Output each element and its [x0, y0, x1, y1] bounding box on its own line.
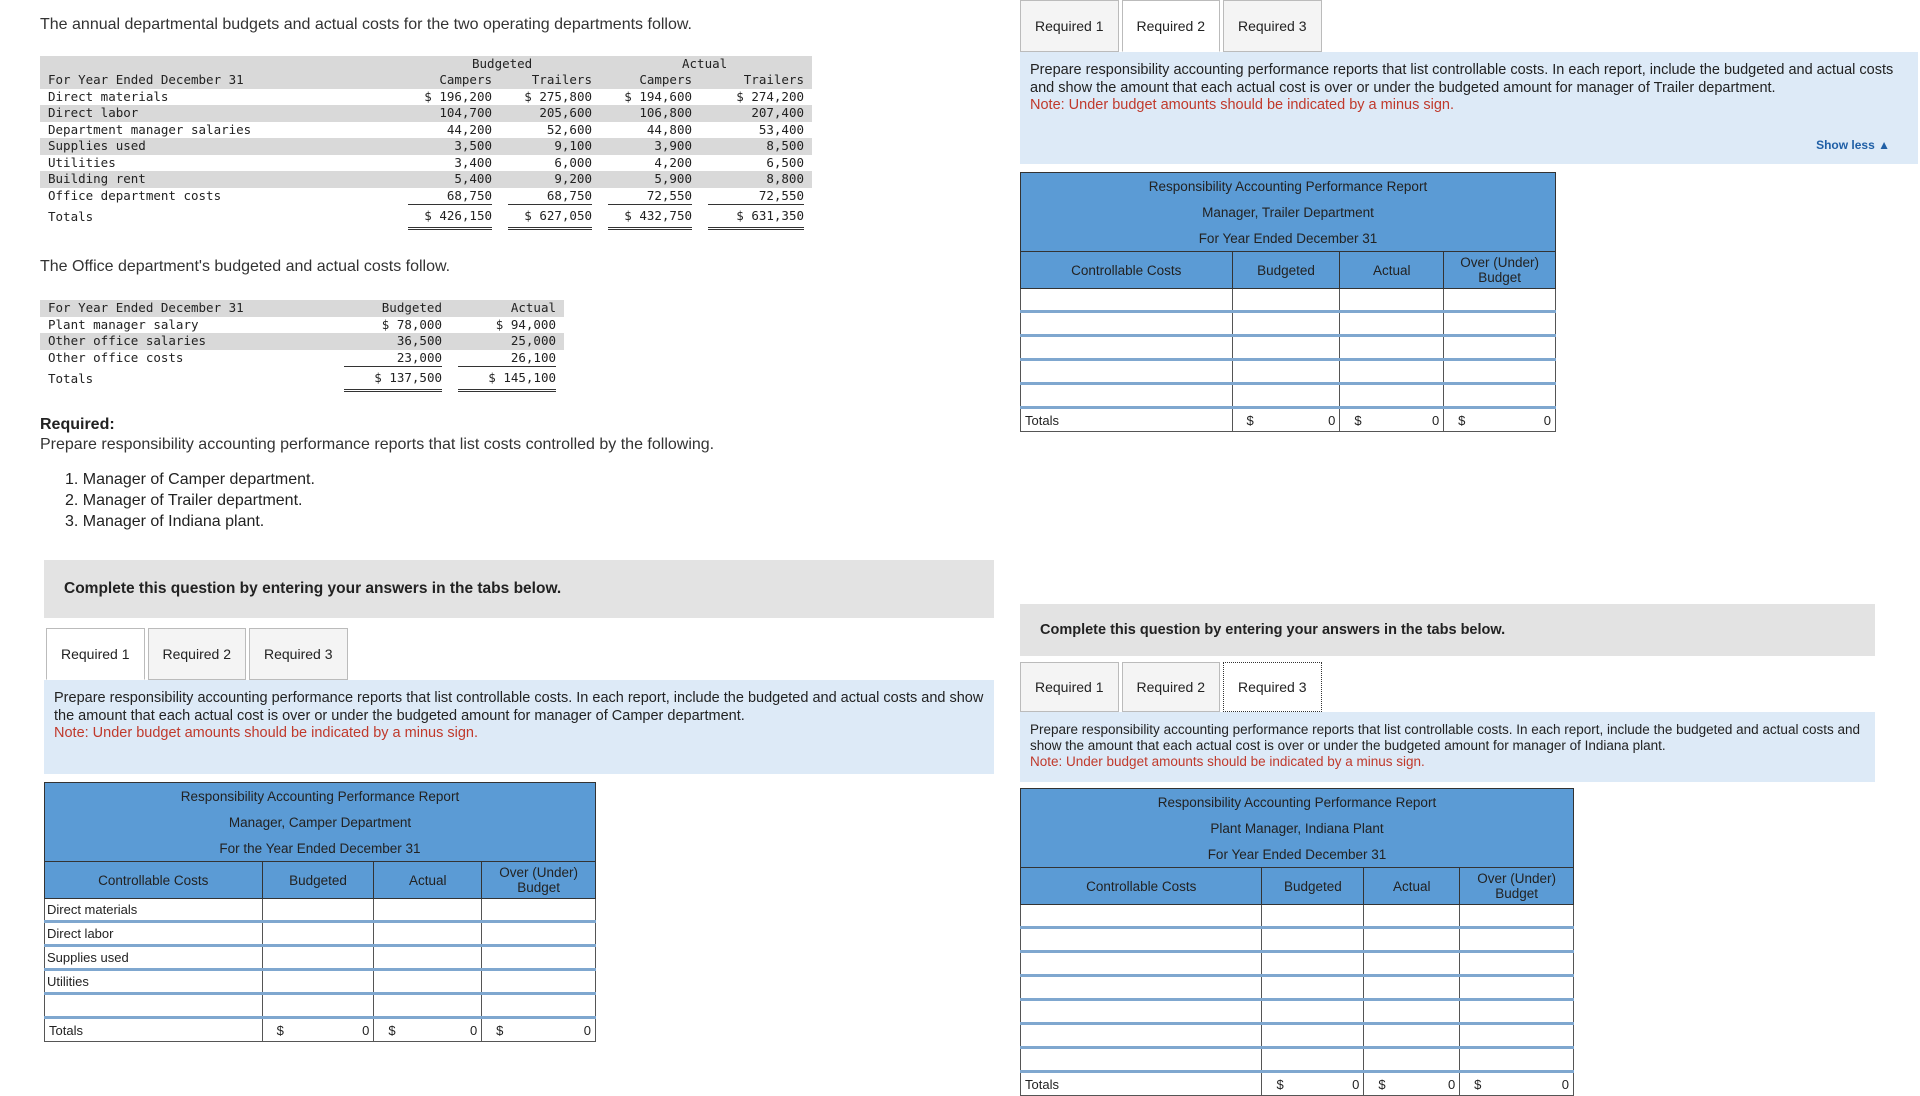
controllable-cost-input[interactable] [1021, 952, 1262, 976]
actual-input[interactable] [1364, 1000, 1460, 1024]
controllable-cost-input[interactable] [1021, 976, 1262, 1000]
actual-input[interactable] [1364, 905, 1460, 928]
actual-input[interactable] [1364, 928, 1460, 952]
report-row [45, 899, 596, 922]
complete-banner-2: Complete this question by entering your answers in the tabs below. [1020, 604, 1875, 656]
total-cell [1262, 1072, 1364, 1096]
note-text: Note: Under budget amounts should be indicated by a minus sign. [54, 725, 478, 741]
report-row [1021, 384, 1556, 408]
report-title-line: Responsibility Accounting Performance Report [45, 783, 596, 810]
budget-cell: 44,800 [646, 121, 692, 137]
report-row [1021, 1000, 1574, 1024]
report-totals-row [1021, 408, 1556, 432]
over-under-input[interactable] [1460, 1048, 1574, 1072]
budget-cell: 68,750 [546, 187, 592, 203]
budget-cell: Direct labor [40, 105, 400, 122]
report-row [1021, 289, 1556, 312]
office-total-value: $ 145,100 [458, 366, 556, 392]
report-col-header: Controllable Costs [45, 862, 263, 899]
total-cell [1460, 1072, 1574, 1096]
report-col-header: Actual [1364, 868, 1460, 905]
budget-row [40, 188, 812, 205]
over-under-input[interactable] [1444, 312, 1556, 336]
report-col-header: Over (Under) Budget [1444, 252, 1556, 289]
budget-total-value: $ 432,750 [608, 204, 692, 230]
dollar-sign: $ [276, 1023, 284, 1038]
office-cell: Other office salaries [40, 333, 336, 350]
office-row [40, 333, 564, 350]
required-item-2: 2. Manager of Trailer department. [65, 492, 303, 509]
report-row [45, 922, 596, 946]
budget-cell: 72,550 [758, 187, 804, 203]
over-under-input[interactable] [1460, 905, 1574, 928]
tab-required-3[interactable]: Required 3 [1223, 662, 1322, 712]
budget-cell: 9,100 [500, 138, 600, 155]
controllable-cost-input[interactable]: Supplies used [45, 946, 263, 970]
total-value: 0 [1352, 1077, 1360, 1092]
budgeted-input[interactable] [1232, 360, 1340, 384]
report-title-line: Responsibility Accounting Performance Report [1021, 789, 1574, 816]
total-value: 0 [1447, 1077, 1456, 1092]
report-row [45, 946, 596, 970]
tab-required-2[interactable]: Required 2 [148, 628, 247, 680]
controllable-cost-input[interactable] [1021, 1048, 1262, 1072]
instructions-panel-2 [1020, 52, 1918, 164]
report-col-header: Actual [1340, 252, 1444, 289]
total-value: 0 [1431, 413, 1440, 428]
budget-total-cell [600, 204, 700, 230]
controllable-cost-input[interactable] [1021, 336, 1233, 360]
report-title-line: Manager, Trailer Department [1021, 199, 1556, 225]
budget-row [40, 122, 812, 139]
budgeted-input[interactable] [1262, 928, 1364, 952]
office-cell: 23,000 [396, 349, 442, 365]
actual-input[interactable] [374, 994, 482, 1018]
report-row [1021, 360, 1556, 384]
office-cell: Other office costs [48, 349, 184, 365]
budgeted-input[interactable] [262, 946, 374, 970]
budget-cell: 72,550 [646, 187, 692, 203]
office-cell: 25,000 [450, 333, 564, 350]
budget-cell: 8,800 [700, 171, 812, 188]
over-under-input[interactable] [482, 899, 596, 922]
report-col-header: Actual [374, 862, 482, 899]
tab-required-2[interactable]: Required 2 [1122, 0, 1221, 52]
report-row [1021, 1048, 1574, 1072]
report-col-header: Over (Under) Budget [1460, 868, 1574, 905]
over-under-input[interactable] [1444, 384, 1556, 408]
office-row [40, 317, 564, 334]
office-cell: Plant manager salary [48, 316, 199, 332]
report-col-header: Budgeted [1232, 252, 1340, 289]
budget-row [40, 138, 812, 155]
budget-cell: 68,750 [446, 187, 492, 203]
budget-cell: Department manager salaries [48, 121, 252, 137]
total-cell [1232, 408, 1340, 432]
report-row [1021, 952, 1574, 976]
dollar-sign: $ [1246, 413, 1254, 428]
dollar-sign: $ [1458, 413, 1466, 428]
report-title-line: Responsibility Accounting Performance Report [1021, 173, 1556, 200]
budget-col-header: Trailers [700, 72, 812, 89]
required-title: Required: [40, 416, 115, 433]
performance-report-table [44, 782, 596, 1042]
budget-total-value: $ 627,050 [508, 204, 592, 230]
actual-input[interactable] [1340, 289, 1444, 312]
total-cell [1340, 408, 1444, 432]
budget-cell: 8,500 [700, 138, 812, 155]
budget-cell: Supplies used [40, 138, 400, 155]
actual-input[interactable] [1364, 952, 1460, 976]
budget-cell: 5,400 [400, 171, 500, 188]
controllable-cost-input[interactable]: Direct materials [45, 899, 263, 922]
controllable-cost-input[interactable] [1021, 928, 1262, 952]
budget-cell: $ 194,600 [624, 88, 692, 104]
show-less-link[interactable]: Show less ▲ [1816, 137, 1890, 152]
budget-cell: 205,600 [500, 105, 600, 122]
over-under-input[interactable] [1460, 1000, 1574, 1024]
performance-report-table [1020, 172, 1556, 432]
budgeted-input[interactable] [1262, 952, 1364, 976]
dollar-sign: $ [1354, 413, 1362, 428]
dollar-sign: $ [1276, 1077, 1284, 1092]
controllable-cost-input[interactable] [1021, 384, 1233, 408]
office-total-cell [40, 366, 336, 392]
office-col-header: For Year Ended December 31 [40, 300, 336, 317]
budget-cell: 3,400 [454, 154, 492, 170]
actual-input[interactable] [1340, 360, 1444, 384]
budget-cell: $ 196,200 [424, 88, 492, 104]
intro-text: The annual departmental budgets and actual costs for the two operating departments follow. [40, 16, 692, 33]
budget-total-cell [400, 204, 500, 230]
budget-cell: 4,200 [654, 154, 692, 170]
budget-total-cell [700, 204, 812, 230]
instructions-panel-1 [44, 680, 994, 774]
budget-total-cell: Totals [48, 209, 94, 224]
office-col-header: Actual [450, 300, 564, 317]
required-section [40, 416, 714, 532]
report-row [1021, 905, 1574, 928]
required-item-1: 1. Manager of Camper department. [65, 471, 315, 488]
budgeted-input[interactable] [1262, 976, 1364, 1000]
budget-cell: 44,200 [446, 121, 492, 137]
budget-col-header: Campers [600, 72, 700, 89]
controllable-cost-input[interactable] [1021, 312, 1233, 336]
actual-input[interactable] [374, 899, 482, 922]
tab-required-1[interactable]: Required 1 [1020, 0, 1119, 52]
over-under-input[interactable] [1444, 336, 1556, 360]
total-cell [262, 1018, 374, 1042]
budgeted-input[interactable] [262, 922, 374, 946]
office-intro-text: The Office department's budgeted and actual costs follow. [40, 258, 451, 275]
actual-input[interactable] [1340, 384, 1444, 408]
budget-cell: 6,500 [766, 154, 804, 170]
total-cell [1364, 1072, 1460, 1096]
tab-required-1[interactable]: Required 1 [46, 628, 145, 680]
required-item-3: 3. Manager of Indiana plant. [65, 513, 265, 530]
report-title-line: Plant Manager, Indiana Plant [1021, 815, 1574, 841]
budget-cell: 207,400 [700, 105, 812, 122]
dollar-sign: $ [388, 1023, 396, 1038]
report-row [1021, 976, 1574, 1000]
budgeted-input[interactable] [262, 899, 374, 922]
actual-input[interactable] [374, 922, 482, 946]
instructions-text: Prepare responsibility accounting performance reports that list controllable costs. In each report, include the budgeted and actual costs and show the amount that each actual cost is over or under the budgeted amount for manager of Indiana plant. [1030, 722, 1860, 753]
budgeted-input[interactable] [1262, 1024, 1364, 1048]
dollar-sign: $ [1474, 1077, 1482, 1092]
office-cell: 36,500 [336, 333, 450, 350]
budget-cell: 53,400 [758, 121, 804, 137]
over-under-input[interactable] [1444, 360, 1556, 384]
actual-input[interactable] [1340, 336, 1444, 360]
budget-row [40, 155, 812, 172]
office-cell: 26,100 [510, 349, 556, 365]
office-row [40, 350, 564, 367]
report-row [1021, 928, 1574, 952]
required-text: Prepare responsibility accounting performance reports that list costs controlled by the following. [40, 436, 715, 453]
report-row [1021, 336, 1556, 360]
office-total-cell [450, 366, 564, 392]
controllable-cost-input[interactable]: Direct labor [45, 922, 263, 946]
budget-col-header: Trailers [500, 72, 600, 89]
over-under-input[interactable] [1460, 976, 1574, 1000]
budget-cell: 3,500 [400, 138, 500, 155]
actual-input[interactable] [1364, 1024, 1460, 1048]
over-under-input[interactable] [482, 922, 596, 946]
budget-cell: 104,700 [400, 105, 500, 122]
note-text: Note: Under budget amounts should be indicated by a minus sign. [1030, 754, 1425, 769]
budget-cell: Utilities [48, 154, 116, 170]
actual-input[interactable] [1364, 1048, 1460, 1072]
controllable-cost-input[interactable] [45, 994, 263, 1018]
budget-cell: Direct materials [48, 88, 169, 104]
budget-col-header: Campers [400, 72, 500, 89]
report-col-header: Budgeted [262, 862, 374, 899]
actual-input[interactable] [1340, 312, 1444, 336]
report-row [45, 970, 596, 994]
controllable-cost-input[interactable]: Utilities [45, 970, 263, 994]
over-under-input[interactable] [1460, 952, 1574, 976]
budget-cell: 6,000 [554, 154, 592, 170]
dollar-sign: $ [496, 1023, 504, 1038]
report-row [1021, 1024, 1574, 1048]
controllable-cost-input[interactable] [1021, 289, 1233, 312]
budget-cell: $ 274,200 [736, 88, 804, 104]
budget-cell: Office department costs [48, 187, 222, 203]
total-value: 0 [1561, 1077, 1569, 1092]
total-value: 0 [1328, 413, 1336, 428]
trailer-report [1020, 172, 1556, 432]
tabs-right-top [1020, 0, 1325, 52]
total-value: 0 [1543, 413, 1551, 428]
budgeted-input[interactable] [1232, 384, 1340, 408]
budget-cell: 3,900 [600, 138, 700, 155]
budgeted-input[interactable] [1262, 1000, 1364, 1024]
camper-report [44, 782, 596, 1042]
tab-required-3[interactable]: Required 3 [1223, 0, 1322, 52]
over-under-input[interactable] [482, 970, 596, 994]
report-col-header: Controllable Costs [1021, 868, 1262, 905]
budgeted-input[interactable] [1262, 1048, 1364, 1072]
budgeted-input[interactable] [1232, 312, 1340, 336]
budget-cell: 52,600 [546, 121, 592, 137]
office-total-cell [336, 366, 450, 392]
controllable-cost-input[interactable] [1021, 1000, 1262, 1024]
actual-input[interactable] [1364, 976, 1460, 1000]
totals-label: Totals [1021, 408, 1233, 432]
office-totals-row [40, 366, 564, 392]
tab-required-1[interactable]: Required 1 [1020, 662, 1119, 712]
controllable-cost-input[interactable] [1021, 1024, 1262, 1048]
report-title-line: For Year Ended December 31 [1021, 225, 1556, 252]
over-under-input[interactable] [1460, 928, 1574, 952]
total-value: 0 [362, 1023, 370, 1038]
budgeted-input[interactable] [1232, 289, 1340, 312]
tab-required-3[interactable]: Required 3 [249, 628, 348, 680]
tab-required-2[interactable]: Required 2 [1122, 662, 1221, 712]
actual-input[interactable] [374, 970, 482, 994]
actual-group-header: Actual [682, 56, 728, 71]
office-col-header: Budgeted [336, 300, 450, 317]
budget-row [40, 89, 812, 106]
totals-label: Totals [45, 1018, 263, 1042]
controllable-cost-input[interactable] [1021, 360, 1233, 384]
budget-total-value: $ 631,350 [708, 204, 804, 230]
total-value: 0 [469, 1023, 478, 1038]
over-under-input[interactable] [1444, 289, 1556, 312]
over-under-input[interactable] [482, 946, 596, 970]
indiana-report [1020, 788, 1574, 1096]
budget-row [40, 171, 812, 188]
total-cell [1444, 408, 1556, 432]
budget-total-cell [500, 204, 600, 230]
report-col-header: Budgeted [1262, 868, 1364, 905]
report-row [45, 994, 596, 1018]
report-title-line: For Year Ended December 31 [1021, 841, 1574, 868]
tabs-left [46, 628, 351, 680]
report-totals-row [45, 1018, 596, 1042]
instructions-panel-3 [1020, 712, 1875, 782]
budget-row [40, 105, 812, 122]
office-total-value: $ 137,500 [344, 366, 442, 392]
budget-total-value: $ 426,150 [408, 204, 492, 230]
report-row [1021, 312, 1556, 336]
office-cell: $ 94,000 [495, 316, 556, 332]
budget-cell: 5,900 [600, 171, 700, 188]
dollar-sign: $ [1378, 1077, 1386, 1092]
total-cell [482, 1018, 596, 1042]
budget-cell: $ 275,800 [524, 88, 592, 104]
note-text: Note: Under budget amounts should be indicated by a minus sign. [1030, 97, 1454, 113]
budget-cell: 9,200 [500, 171, 600, 188]
budgeted-input[interactable] [262, 994, 374, 1018]
report-title-line: Manager, Camper Department [45, 809, 596, 835]
total-value: 0 [583, 1023, 591, 1038]
over-under-input[interactable] [482, 994, 596, 1018]
performance-report-table [1020, 788, 1574, 1096]
report-col-header: Controllable Costs [1021, 252, 1233, 289]
report-totals-row [1021, 1072, 1574, 1096]
tabs-right-bottom [1020, 662, 1325, 712]
complete-banner: Complete this question by entering your answers in the tabs below. [44, 560, 994, 618]
office-table [40, 300, 564, 392]
office-cell: $ 78,000 [381, 316, 442, 332]
budgeted-input[interactable] [1262, 905, 1364, 928]
instructions-text: Prepare responsibility accounting performance reports that list controllable costs. In each report, include the budgeted and actual costs and show the amount that each actual cost is over or under the budgeted amount for manager of Trailer department. [1030, 62, 1894, 96]
budgeted-group-header: Budgeted [472, 56, 533, 71]
totals-label: Totals [1021, 1072, 1262, 1096]
report-col-header: Over (Under) Budget [482, 862, 596, 899]
instructions-text: Prepare responsibility accounting performance reports that list controllable costs. In each report, include the budgeted and actual costs and show the amount that each actual cost is over or under the budgeted amount for manager of Camper department. [54, 690, 984, 724]
budgeted-input[interactable] [262, 970, 374, 994]
budgeted-input[interactable] [1232, 336, 1340, 360]
budget-totals-row [40, 204, 812, 230]
report-title-line: For the Year Ended December 31 [45, 835, 596, 862]
actual-input[interactable] [374, 946, 482, 970]
over-under-input[interactable] [1460, 1024, 1574, 1048]
budget-cell: Building rent [40, 171, 400, 188]
office-total-value: Totals [48, 371, 94, 386]
total-cell [374, 1018, 482, 1042]
controllable-cost-input[interactable] [1021, 905, 1262, 928]
budget-cell: 106,800 [600, 105, 700, 122]
budget-col-header: For Year Ended December 31 [40, 72, 400, 89]
